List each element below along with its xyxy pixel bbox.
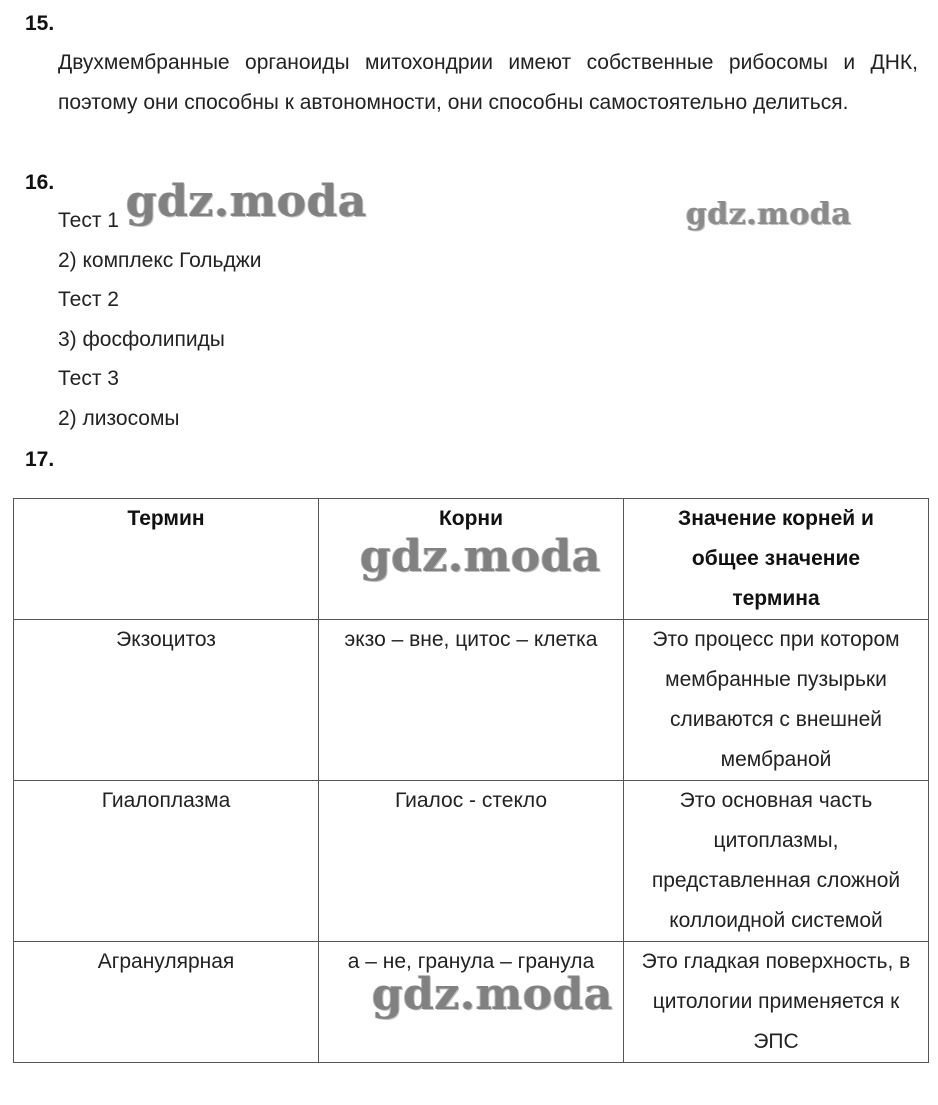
cell-meaning: Это гладкая поверхность, в цитологии применяется к ЭПС xyxy=(624,942,929,1063)
cell-roots: Гиалос - стекло xyxy=(319,781,624,942)
table-header-row xyxy=(14,499,929,620)
table-row xyxy=(14,620,929,781)
watermark-logo: gdz.moda xyxy=(126,176,368,227)
test-1-label: Тест 1 xyxy=(58,209,119,232)
cell-meaning: Это процесс при котором мембранные пузырьки сливаются с внешней мембраной xyxy=(624,620,929,781)
test-2-answer: 3) фосфолипиды xyxy=(58,328,225,351)
watermark-logo: gdz.moda xyxy=(686,197,852,232)
cell-roots: экзо – вне, цитос – клетка xyxy=(319,620,624,781)
cell-meaning: Это основная часть цитоплазмы, представленная сложной коллоидной системой xyxy=(624,781,929,942)
cell-term: Экзоцитоз xyxy=(14,620,319,781)
section-16-number: 16. xyxy=(25,171,55,194)
cell-term: Гиалоплазма xyxy=(14,781,319,942)
test-3-label: Тест 3 xyxy=(58,367,119,390)
test-3-answer: 2) лизосомы xyxy=(58,407,180,430)
terms-table xyxy=(13,498,929,1063)
header-meaning: Значение корней и общее значение термина xyxy=(624,499,929,620)
header-roots: Корни xyxy=(319,499,624,620)
table-row xyxy=(14,942,929,1063)
test-2-label: Тест 2 xyxy=(58,288,119,311)
table-row xyxy=(14,781,929,942)
section-15-number: 15. xyxy=(25,12,55,35)
cell-term: Агранулярная xyxy=(14,942,319,1063)
section-17-number: 17. xyxy=(25,448,55,471)
cell-roots: а – не, гранула – гранула xyxy=(319,942,624,1063)
watermark-logo: gdz.moda xyxy=(360,531,602,582)
watermark-logo: gdz.moda xyxy=(372,969,614,1020)
test-1-answer: 2) комплекс Гольджи xyxy=(58,249,262,272)
header-term: Термин xyxy=(14,499,319,620)
section-15-text: Двухмембранные органоиды митохондрии имеют собственные рибосомы и ДНК, поэтому они способны к автономности, они способны самостоятельно делиться. xyxy=(58,51,918,114)
